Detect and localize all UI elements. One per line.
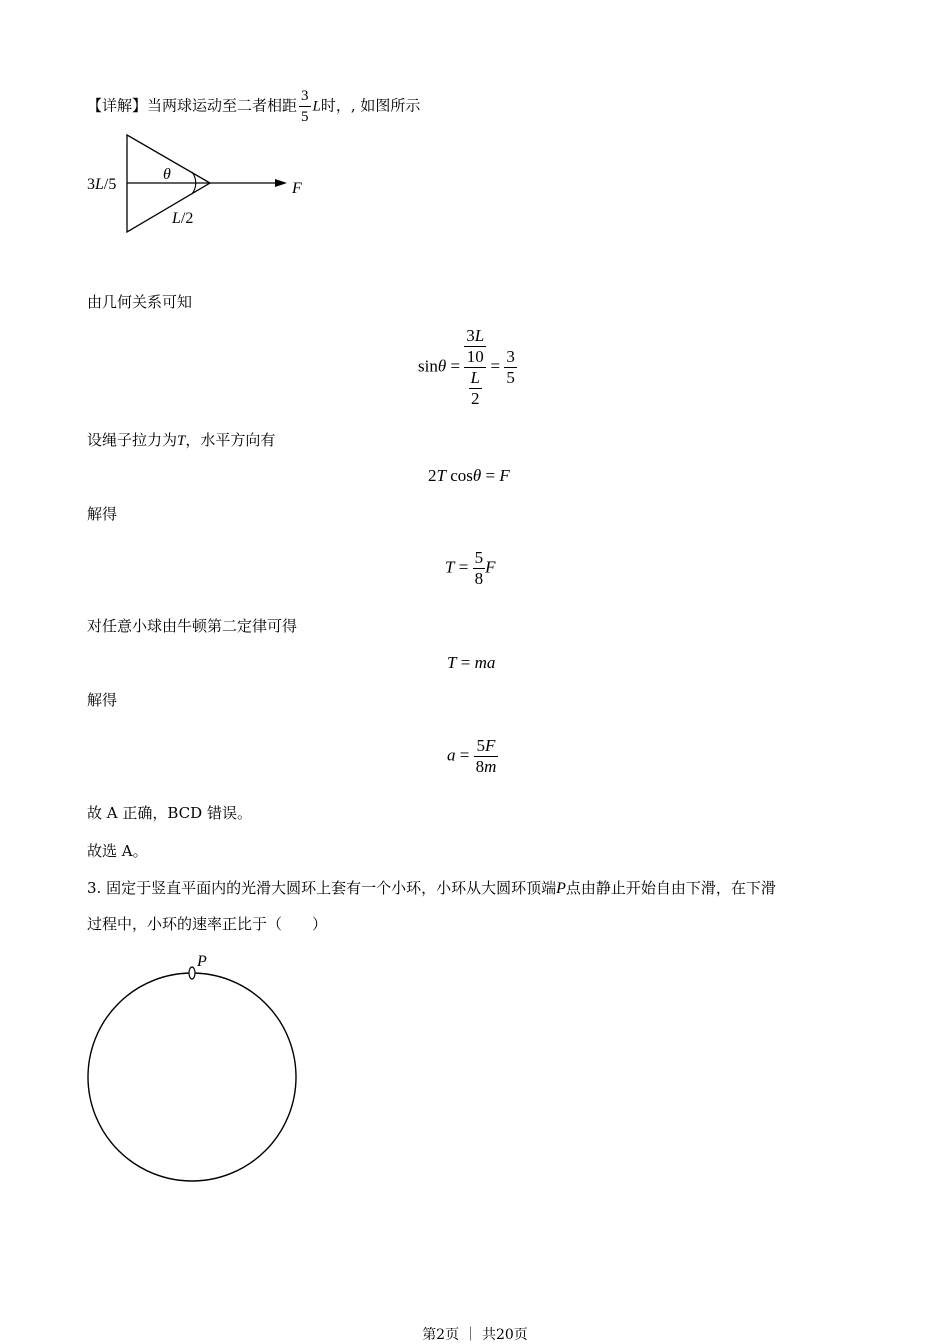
detail-var: L <box>312 98 321 115</box>
eq3-equals: = <box>458 557 469 577</box>
eq4-T: T <box>447 653 457 672</box>
eq1-inner-num-frac <box>464 326 486 367</box>
eq3-den: 8 <box>474 569 484 588</box>
circle-ring-figure <box>80 950 310 1190</box>
question-3-line-2: 过程中，小环的速率正比于（ ） <box>87 915 328 933</box>
step-solve-2: 解得 <box>87 691 118 709</box>
force-arrowhead <box>275 179 287 187</box>
eq3-T: T <box>445 557 455 577</box>
eq5-den: 8m <box>475 757 497 776</box>
hypotenuse-label: L/2 <box>172 210 194 227</box>
eq1-inner-num-top: 3L <box>466 326 485 345</box>
eq4-rhs: ma <box>474 653 496 672</box>
equation-tension-result <box>445 548 495 589</box>
eq1-inner-den-top: L <box>470 368 481 387</box>
eq5-fraction <box>474 736 499 777</box>
left-side-label: 3L/5 <box>87 176 117 193</box>
eq3-fraction <box>473 548 486 589</box>
eq1-compound-den <box>464 368 486 409</box>
question-3-number: 3. <box>87 879 102 897</box>
detail-fraction <box>299 86 311 127</box>
eq1-inner-num-bottom: 10 <box>466 347 484 366</box>
equation-acceleration <box>447 736 498 777</box>
eq5-num: 5F <box>474 736 499 757</box>
page-footer: 第2页 ｜ 共20页 <box>422 1327 528 1343</box>
eq1-sin: sin <box>418 356 438 376</box>
equation-sin-theta <box>418 326 517 409</box>
eq1-theta: θ <box>437 356 447 376</box>
step-tension <box>87 430 275 451</box>
eq5-a: a <box>447 745 456 765</box>
step-geometry: 由几何关系可知 <box>87 293 193 311</box>
question-3-line-1 <box>87 878 776 899</box>
step-solve-1: 解得 <box>87 505 118 523</box>
small-ring <box>189 967 195 979</box>
step2-text-before: 设绳子拉力为 <box>87 431 178 449</box>
force-label: F <box>292 180 302 197</box>
triangle-force-figure <box>80 125 320 245</box>
point-label: P <box>197 953 207 970</box>
eq3-num: 5 <box>474 548 484 567</box>
eq2-T: T <box>436 466 446 485</box>
eq1-compound-fraction <box>464 326 486 409</box>
detail-label: 【详解】 <box>87 96 148 115</box>
eq1-rhs-num: 3 <box>506 347 515 366</box>
question-3-text-a: 固定于竖直平面内的光滑大圆环上套有一个小环，小环从大圆环顶端 <box>106 879 557 897</box>
detail-frac-den: 5 <box>301 109 309 125</box>
eq2-theta: θ <box>472 466 482 485</box>
eq2-equals: = <box>485 466 496 485</box>
eq2-coef: 2 <box>428 466 437 485</box>
eq5-equals: = <box>459 745 470 765</box>
big-circle <box>88 973 296 1181</box>
step-newton: 对任意小球由牛顿第二定律可得 <box>87 617 298 635</box>
detail-text-before: 当两球运动至二者相距 <box>147 96 298 115</box>
conclusion-answer: 故选 A。 <box>87 842 148 860</box>
eq1-equals-2: = <box>490 356 501 376</box>
question-3-point: P <box>556 880 566 897</box>
eq1-inner-den-frac <box>469 368 482 409</box>
eq2-cos: cos <box>450 466 473 485</box>
eq1-rhs-fraction <box>504 347 517 388</box>
detail-frac-num: 3 <box>299 86 311 107</box>
question-3-text-b: 点由静止开始自由下滑，在下滑 <box>565 879 776 897</box>
eq1-compound-num <box>464 326 486 368</box>
equation-horizontal <box>428 466 510 486</box>
eq4-equals: = <box>460 653 471 672</box>
step2-text-after: ，水平方向有 <box>185 431 276 449</box>
eq3-F: F <box>485 557 496 577</box>
angle-label: θ <box>163 166 171 183</box>
detail-text-after: 时，, 如图所示 <box>320 96 421 115</box>
eq2-F: F <box>499 466 510 485</box>
eq1-rhs-den: 5 <box>506 368 515 387</box>
detail-line <box>87 86 420 127</box>
eq1-inner-den-bottom: 2 <box>471 389 480 408</box>
eq1-equals: = <box>450 356 461 376</box>
equation-newton <box>447 653 495 673</box>
conclusion-correct: 故 A 正确，BCD 错误。 <box>87 804 252 822</box>
step2-var: T <box>177 433 186 449</box>
